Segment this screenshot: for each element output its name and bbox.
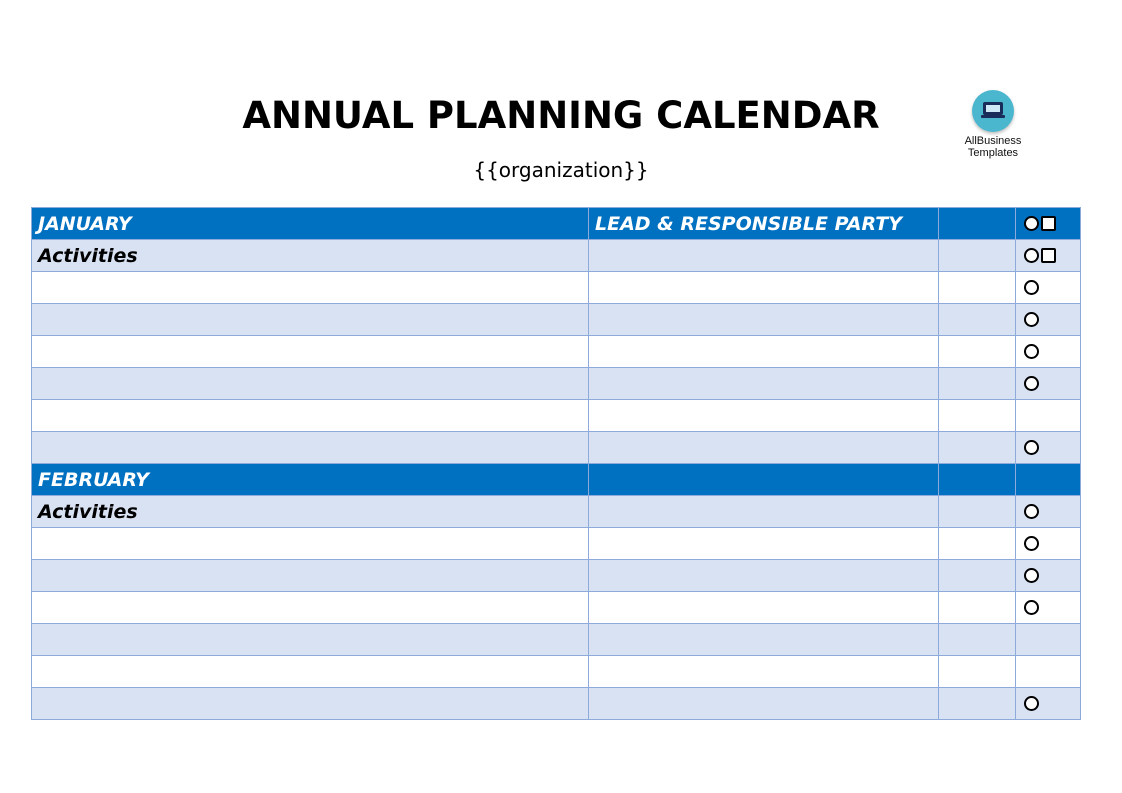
activity-cell[interactable] — [32, 304, 589, 336]
circle-checkbox-icon[interactable] — [1024, 504, 1039, 519]
status-cell — [1016, 656, 1081, 688]
lead-party-cell[interactable] — [589, 624, 939, 656]
circle-checkbox-icon[interactable] — [1024, 696, 1039, 711]
blank-cell[interactable] — [939, 688, 1016, 720]
lead-party-cell[interactable] — [589, 592, 939, 624]
planning-table — [31, 207, 1081, 720]
logo-line-2: Templates — [967, 147, 1019, 159]
lead-party-header-cell: LEAD & RESPONSIBLE PARTY — [589, 208, 939, 240]
status-cell — [1016, 240, 1081, 272]
table-row — [32, 432, 1081, 464]
month-header-row — [32, 208, 1081, 240]
lead-party-cell[interactable] — [589, 272, 939, 304]
status-cell — [1016, 688, 1081, 720]
table-row — [32, 528, 1081, 560]
square-checkbox-icon[interactable] — [1041, 216, 1056, 231]
lead-party-cell[interactable] — [589, 400, 939, 432]
activity-cell[interactable] — [32, 400, 589, 432]
status-cell — [1016, 368, 1081, 400]
circle-checkbox-icon[interactable] — [1024, 600, 1039, 615]
circle-checkbox-icon[interactable] — [1024, 216, 1039, 231]
status-cell — [1016, 272, 1081, 304]
blank-cell — [939, 208, 1016, 240]
status-cell — [1016, 624, 1081, 656]
activity-cell[interactable] — [32, 624, 589, 656]
circle-checkbox-icon[interactable] — [1024, 280, 1039, 295]
table-row — [32, 688, 1081, 720]
status-cell — [1016, 336, 1081, 368]
organization-subtitle: {{organization}} — [473, 158, 649, 182]
blank-cell[interactable] — [939, 400, 1016, 432]
lead-party-cell[interactable] — [589, 240, 939, 272]
blank-cell[interactable] — [939, 368, 1016, 400]
lead-party-cell[interactable] — [589, 336, 939, 368]
status-cell — [1016, 592, 1081, 624]
status-cell — [1016, 208, 1081, 240]
allbusiness-logo — [955, 90, 1031, 159]
lead-party-cell[interactable] — [589, 688, 939, 720]
activity-cell[interactable] — [32, 560, 589, 592]
circle-checkbox-icon[interactable] — [1024, 440, 1039, 455]
lead-party-cell[interactable] — [589, 656, 939, 688]
blank-cell[interactable] — [939, 528, 1016, 560]
blank-cell — [939, 464, 1016, 496]
lead-party-cell[interactable] — [589, 528, 939, 560]
activity-cell[interactable]: Activities — [32, 240, 589, 272]
logo-text — [955, 135, 1031, 159]
table-row — [32, 272, 1081, 304]
lead-party-header-cell — [589, 464, 939, 496]
table-row — [32, 560, 1081, 592]
blank-cell[interactable] — [939, 432, 1016, 464]
page-title: ANNUAL PLANNING CALENDAR — [242, 94, 880, 137]
blank-cell[interactable] — [939, 656, 1016, 688]
month-label-cell: JANUARY — [32, 208, 589, 240]
activity-cell[interactable] — [32, 272, 589, 304]
table-row — [32, 592, 1081, 624]
status-cell — [1016, 432, 1081, 464]
blank-cell[interactable] — [939, 304, 1016, 336]
blank-cell[interactable] — [939, 496, 1016, 528]
table-row — [32, 400, 1081, 432]
activity-cell[interactable] — [32, 528, 589, 560]
activity-cell[interactable] — [32, 656, 589, 688]
logo-line-1: AllBusiness — [964, 135, 1022, 147]
lead-party-cell[interactable] — [589, 304, 939, 336]
blank-cell[interactable] — [939, 336, 1016, 368]
activity-cell[interactable] — [32, 368, 589, 400]
activity-cell[interactable] — [32, 688, 589, 720]
status-cell — [1016, 496, 1081, 528]
lead-party-cell[interactable] — [589, 496, 939, 528]
lead-party-cell[interactable] — [589, 560, 939, 592]
circle-checkbox-icon[interactable] — [1024, 376, 1039, 391]
month-header-row — [32, 464, 1081, 496]
blank-cell[interactable] — [939, 272, 1016, 304]
lead-party-cell[interactable] — [589, 432, 939, 464]
table-row — [32, 336, 1081, 368]
circle-checkbox-icon[interactable] — [1024, 568, 1039, 583]
status-cell — [1016, 400, 1081, 432]
status-cell — [1016, 464, 1081, 496]
circle-checkbox-icon[interactable] — [1024, 248, 1039, 263]
table-row — [32, 624, 1081, 656]
table-row — [32, 304, 1081, 336]
circle-checkbox-icon[interactable] — [1024, 344, 1039, 359]
laptop-icon — [972, 90, 1014, 132]
blank-cell[interactable] — [939, 624, 1016, 656]
lead-party-cell[interactable] — [589, 368, 939, 400]
status-cell — [1016, 528, 1081, 560]
table-row — [32, 656, 1081, 688]
blank-cell[interactable] — [939, 240, 1016, 272]
circle-checkbox-icon[interactable] — [1024, 312, 1039, 327]
planning-table-body — [32, 208, 1081, 720]
circle-checkbox-icon[interactable] — [1024, 536, 1039, 551]
blank-cell[interactable] — [939, 560, 1016, 592]
activity-cell[interactable]: Activities — [32, 496, 589, 528]
activity-cell[interactable] — [32, 432, 589, 464]
table-row — [32, 496, 1081, 528]
table-row — [32, 240, 1081, 272]
status-cell — [1016, 560, 1081, 592]
table-row — [32, 368, 1081, 400]
square-checkbox-icon[interactable] — [1041, 248, 1056, 263]
blank-cell[interactable] — [939, 592, 1016, 624]
month-label-cell: FEBRUARY — [32, 464, 589, 496]
activity-cell[interactable] — [32, 336, 589, 368]
activity-cell[interactable] — [32, 592, 589, 624]
status-cell — [1016, 304, 1081, 336]
